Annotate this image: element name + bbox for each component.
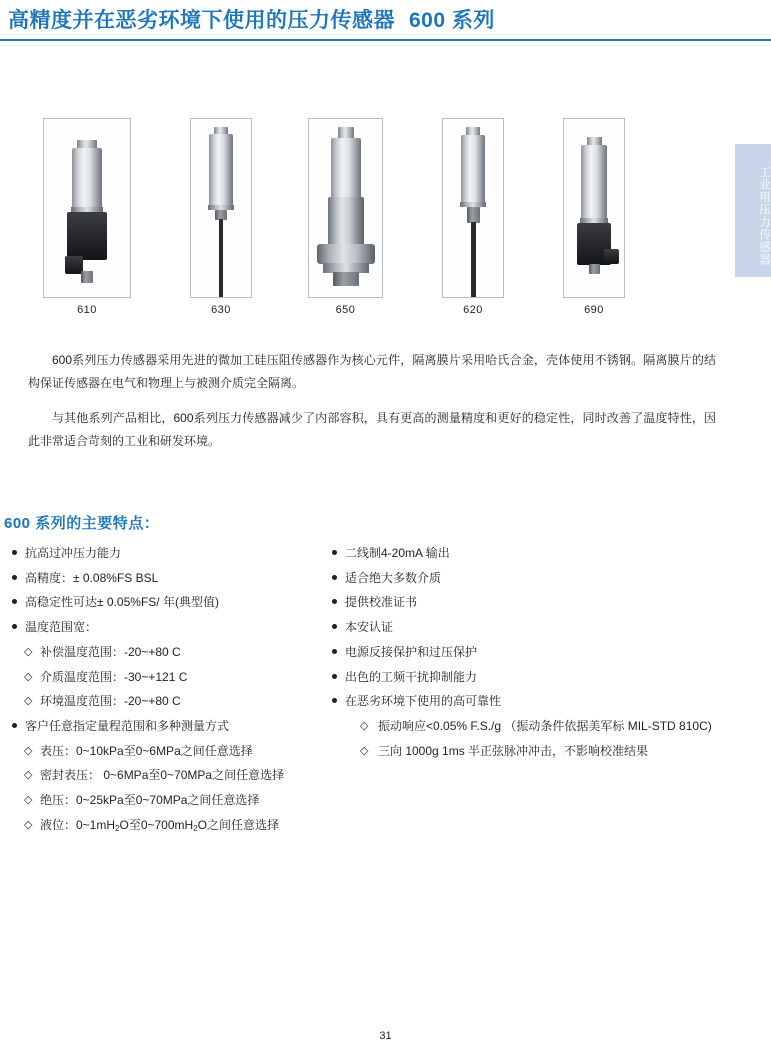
features-column-right [330,541,750,763]
list-item: ◇ 环境温度范围：-20~+80 C [10,689,340,714]
list-item: ◇ 液位：$0\sim 1mH_2O$至$0\sim 700mH_2O$之间任意选择 [10,813,340,842]
product-630 [190,118,252,316]
list-item: 高精度：± 0.08%FS BSL [10,566,340,591]
list-item: 出色的工频干扰抑制能力 [330,665,750,690]
product-620 [442,118,504,316]
product-620-image [442,118,504,298]
list-item: ◇ 振动响应<0.05% F.S./g （振动条件依据美军标 MIL-STD 810C) [330,714,750,739]
product-690-image [563,118,625,298]
list-item: 电源反接保护和过压保护 [330,640,750,665]
page-number: 31 [379,1030,392,1042]
list-item: ◇ 介质温度范围：-30~+121 C [10,665,340,690]
product-620-caption: 620 [463,304,483,316]
product-610-image [43,118,131,298]
list-item: 抗高过冲压力能力 [10,541,340,566]
list-item: 二线制4-20mA 输出 [330,541,750,566]
title-divider [0,39,771,41]
product-630-caption: 630 [211,304,231,316]
features-left-list [10,541,340,841]
product-650-image [308,118,383,298]
product-photo-row [0,118,700,318]
product-650-caption: 650 [335,304,356,316]
side-tab-industrial-pressure-sensor [735,144,771,277]
list-item: ◇ 绝压：0~25kPa至0~70MPa之间任意选择 [10,788,340,813]
list-item: ◇ 补偿温度范围：-20~+80 C [10,640,340,665]
product-690 [563,118,625,316]
product-610-caption: 610 [77,304,97,316]
list-item: 提供校准证书 [330,590,750,615]
list-item: 本安认证 [330,615,750,640]
product-610 [43,118,131,316]
intro-paragraph-1: 600系列压力传感器采用先进的微加工硅压阻传感器作为核心元件，隔离膜片采用哈氏合金，壳体使用不锈钢。隔离膜片的结构保证传感器在电气和物理上与被测介质完全隔离。 [28,353,716,390]
list-item: 在恶劣环境下使用的高可靠性 [330,689,750,714]
side-tab-label: 工业用压力传感器 [758,165,770,266]
product-650 [308,118,383,316]
features-section-heading: 600 系列的主要特点： [4,515,160,532]
list-item: ◇ 表压：0~10kPa至0~6MPa之间任意选择 [10,739,340,764]
list-item: ◇ 三向 1000g 1ms 半正弦脉冲冲击，不影响校准结果 [330,739,750,764]
features-right-list [330,541,750,763]
intro-paragraph-2: 与其他系列产品相比，600系列压力传感器减少了内部容积，具有更高的测量精度和更好的稳定性，同时改善了温度特性，因此非常适合苛刻的工业和研发环境。 [28,411,716,448]
product-690-caption: 690 [584,304,604,316]
product-630-image [190,118,252,298]
page-title-series: 600 系列 [409,9,495,32]
features-column-left [10,541,340,841]
list-item: 适合绝大多数介质 [330,566,750,591]
list-item: 客户任意指定量程范围和多种测量方式 [10,714,340,739]
page-title [8,4,495,34]
list-item: 高稳定性可达± 0.05%FS/ 年(典型值) [10,590,340,615]
page-title-main: 高精度并在恶劣环境下使用的压力传感器 [8,9,395,32]
list-item: ◇ 密封表压： 0~6MPa至0~70MPa之间任意选择 [10,763,340,788]
list-item: 温度范围宽： [10,615,340,640]
